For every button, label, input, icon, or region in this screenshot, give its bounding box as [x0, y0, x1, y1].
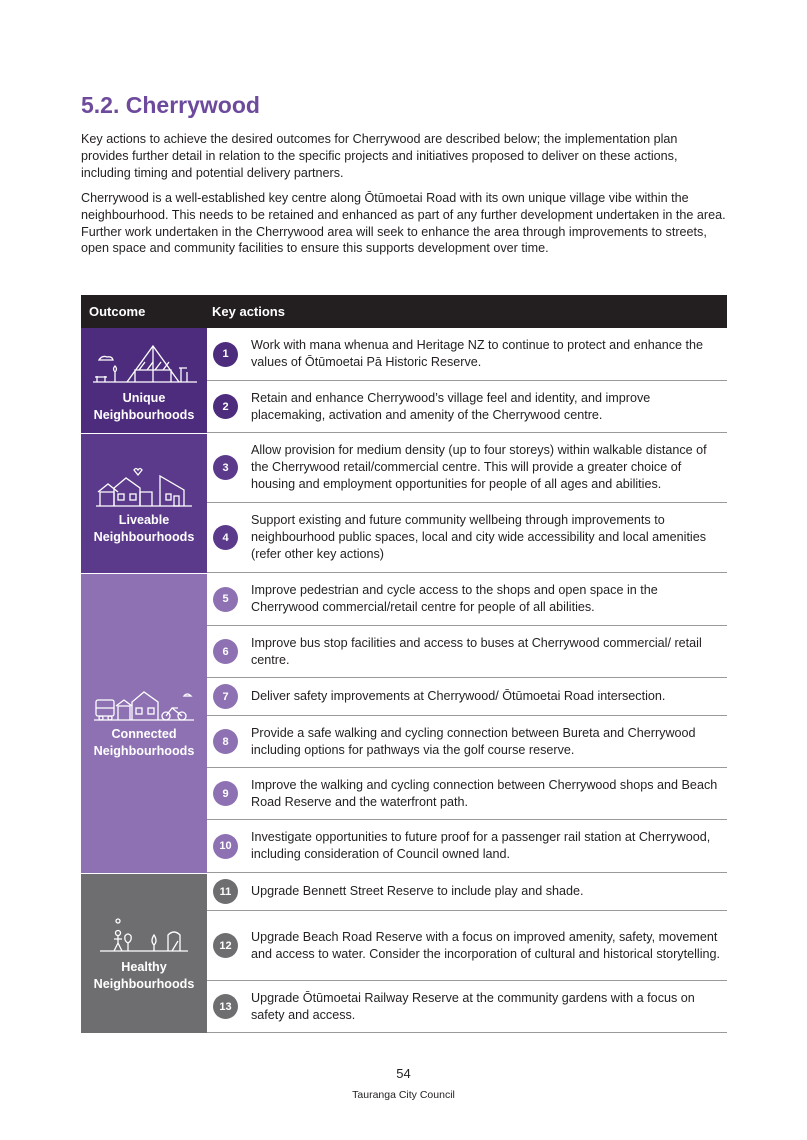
- table-row: [207, 716, 727, 768]
- outcome-group-connected: [81, 573, 727, 873]
- transport-icon: [92, 688, 196, 722]
- intro-paragraph-1: Key actions to achieve the desired outcomes for Cherrywood are described below; the implementation plan provides further detail in relation to the specific projects and initiatives proposed to deliver on these actions, including timing and potential delivery partners.: [81, 132, 678, 180]
- table-row: [207, 820, 727, 873]
- action-text: Upgrade Bennett Street Reserve to include play and shade.: [251, 884, 584, 898]
- action-text: Retain and enhance Cherrywood’s village feel and identity, and improve placemaking, activation and amenity of the Cherrywood centre.: [251, 390, 651, 422]
- park-play-icon: [98, 915, 190, 955]
- outcome-cell: [81, 328, 207, 433]
- header-key-actions: Key actions: [212, 304, 285, 319]
- table-row: [207, 768, 727, 820]
- table-row: [207, 981, 727, 1033]
- key-actions-table: [81, 295, 727, 1033]
- action-number-badge: 7: [213, 684, 238, 709]
- housing-icon: [94, 462, 194, 508]
- table-row: [207, 381, 727, 433]
- action-text: Provide a safe walking and cycling connection between Bureta and Cherrywood including options for pathways via the golf course reserve.: [251, 725, 696, 757]
- table-row: [207, 433, 727, 503]
- outcome-group-unique: [81, 328, 727, 433]
- outcome-cell: [81, 573, 207, 873]
- heritage-pa-icon: [91, 338, 197, 386]
- action-number-badge: 2: [213, 394, 238, 419]
- action-number-badge: 9: [213, 781, 238, 806]
- action-number-badge: 10: [213, 834, 238, 859]
- outcome-cell: [81, 433, 207, 573]
- action-text: Allow provision for medium density (up to four storeys) within walkable distance of the Cherrywood retail/commercial centre. This will provide a greater choice of housing and employment opportunities for people of all ages and abilities.: [251, 443, 707, 491]
- action-text: Investigate opportunities to future proof for a passenger rail station at Cherrywood, including consideration of Council owned land.: [251, 830, 711, 861]
- table-row: [207, 328, 727, 381]
- outcome-label: Connected Neighbourhoods: [93, 726, 195, 758]
- outcome-label: Unique Neighbourhoods: [93, 390, 195, 422]
- outcome-group-healthy: [81, 873, 727, 1033]
- action-number-badge: 6: [213, 639, 238, 664]
- page-number: 54: [396, 1066, 411, 1081]
- action-number-badge: 13: [213, 994, 238, 1019]
- action-text: Work with mana whenua and Heritage NZ to continue to protect and enhance the values of Ōtūmoetai Pā Historic Reserve.: [251, 338, 704, 369]
- page-title: 5.2. Cherrywood: [81, 92, 260, 118]
- action-number-badge: 11: [213, 879, 238, 904]
- action-number-badge: 5: [213, 587, 238, 612]
- table-row: [207, 503, 727, 573]
- action-number-badge: 8: [213, 729, 238, 754]
- table-row: [207, 626, 727, 678]
- action-number-badge: 4: [213, 525, 238, 550]
- footer-publisher: Tauranga City Council: [352, 1089, 455, 1101]
- intro-paragraph-2: Cherrywood is a well-established key centre along Ōtūmoetai Road with its own unique village vibe within the neighbourhood. This needs to be retained and enhanced as part of any further development undertaken in the area. Further work undertaken in the Cherrywood area will seek to enhance the area through improvements to streets, open space and community facilities to ensure this supports development over time.: [81, 191, 726, 256]
- table-row: [207, 911, 727, 981]
- table-row: [207, 873, 727, 911]
- action-number-badge: 1: [213, 342, 238, 367]
- action-text: Support existing and future community wellbeing through improvements to neighbourhood public spaces, local and city wide accessibility and local amenities (refer other key actions): [251, 513, 707, 561]
- action-text: Upgrade Ōtūmoetai Railway Reserve at the community gardens with a focus on safety and access.: [251, 990, 695, 1022]
- action-text: Deliver safety improvements at Cherrywood/ Ōtūmoetai Road intersection.: [251, 689, 666, 703]
- outcome-cell: [81, 873, 207, 1033]
- table-row: [207, 678, 727, 716]
- action-text: Improve pedestrian and cycle access to the shops and open space in the Cherrywood commercial/retail centre for people of all abilities.: [251, 583, 658, 614]
- outcome-label: Liveable Neighbourhoods: [93, 512, 195, 544]
- action-text: Improve the walking and cycling connection between Cherrywood shops and Beach Road Reserve and the waterfront path.: [251, 777, 718, 809]
- action-number-badge: 12: [213, 933, 238, 958]
- table-header: [81, 295, 727, 328]
- action-number-badge: 3: [213, 455, 238, 480]
- outcome-group-liveable: [81, 433, 727, 573]
- header-outcome: Outcome: [89, 304, 146, 319]
- outcome-label: Healthy Neighbourhoods: [93, 959, 195, 991]
- action-text: Improve bus stop facilities and access to buses at Cherrywood commercial/ retail centre.: [251, 635, 702, 667]
- action-text: Upgrade Beach Road Reserve with a focus on improved amenity, safety, movement and access to water. Consider the incorporation of cultural and historical storytelling.: [251, 929, 721, 961]
- table-row: [207, 573, 727, 626]
